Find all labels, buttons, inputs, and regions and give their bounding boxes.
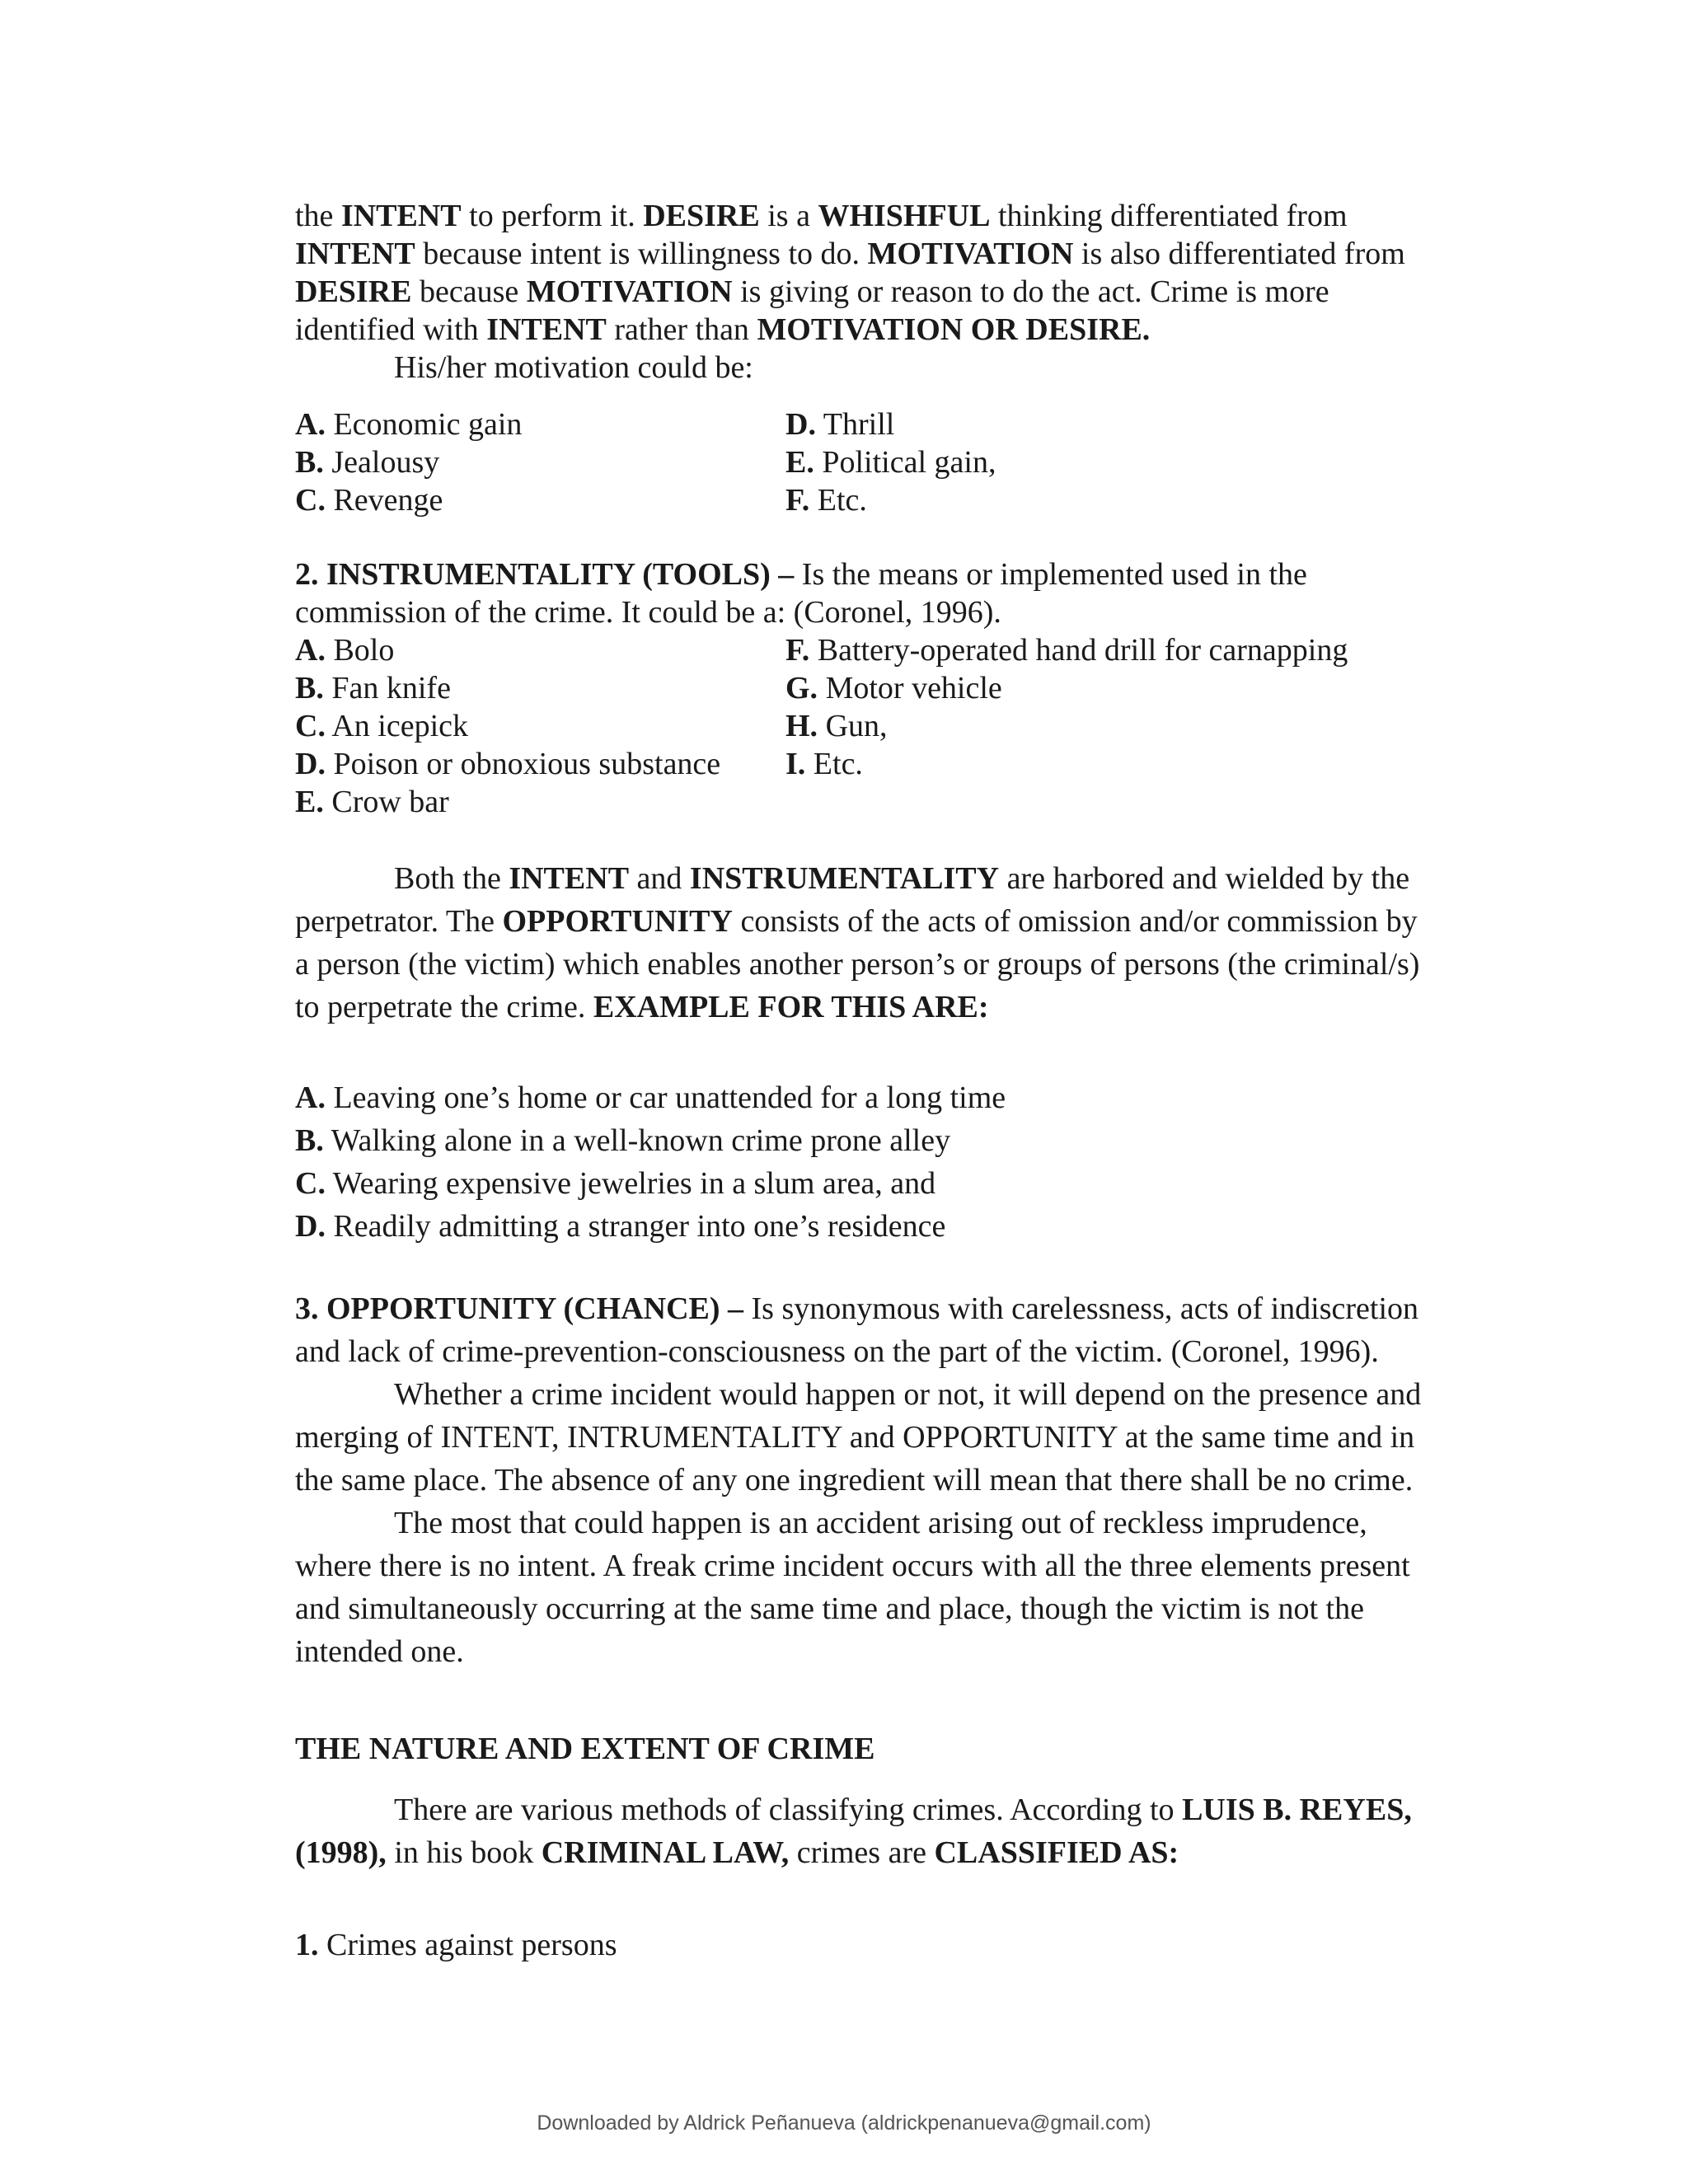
opportunity-section [295,1287,1465,1673]
intro-paragraph [295,197,1465,387]
list-item: I. Etc. [785,747,863,781]
paragraph-line: Both the INTENT and INSTRUMENTALITY are harbored and wielded by the [394,861,1410,896]
list-item: D. Thrill [785,407,895,442]
opportunity-heading-line: 3. OPPORTUNITY (CHANCE) – Is synonymous with carelessness, acts of indiscretion [295,1291,1418,1326]
paragraph-line: and simultaneously occurring at the same time and place, though the victim is not the [295,1591,1364,1626]
paragraph-line: and lack of crime-prevention-consciousness on the part of the victim. (Coronel, 1996). [295,1334,1379,1369]
instrumentality-column-right [785,631,1470,783]
intro-line: the INTENT to perform it. DESIRE is a WHISHFUL thinking differentiated from [295,199,1348,233]
motivation-list [295,405,1465,521]
instrumentality-heading-line: 2. INSTRUMENTALITY (TOOLS) – Is the means or implemented used in the [295,557,1307,592]
section-heading: THE NATURE AND EXTENT OF CRIME [295,1732,875,1766]
list-item: A. Leaving one’s home or car unattended for a long time [295,1080,1006,1115]
list-item: B. Walking alone in a well-known crime prone alley [295,1123,951,1158]
list-item: C. Revenge [295,483,443,518]
list-item: 1. Crimes against persons [295,1928,617,1962]
paragraph-line: There are various methods of classifying crimes. According to LUIS B. REYES, [394,1793,1412,1827]
intro-line: DESIRE because MOTIVATION is giving or reason to do the act. Crime is more [295,274,1329,309]
nature-paragraph [295,1788,1465,1874]
examples-list [295,1076,1465,1248]
list-item: F. Battery-operated hand drill for carnapping [785,633,1348,668]
list-item: C. Wearing expensive jewelries in a slum area, and [295,1166,936,1201]
list-item: H. Gun, [785,709,888,743]
paragraph-line: the same place. The absence of any one ingredient will mean that there shall be no crime. [295,1463,1414,1497]
instrumentality-line: commission of the crime. It could be a: (Coronel, 1996). [295,595,1001,630]
nature-heading-block [295,1727,1465,1770]
paragraph-line: Whether a crime incident would happen or not, it will depend on the presence and [394,1377,1422,1412]
both-paragraph [295,857,1465,1029]
motivation-column-left [295,405,781,519]
motivation-column-right [785,405,1470,519]
list-item: B. Jealousy [295,445,440,480]
list-item: D. Poison or obnoxious substance [295,747,721,781]
list-item: B. Fan knife [295,671,451,705]
instrumentality-section [295,555,1465,631]
download-footer: Downloaded by Aldrick Peñanueva (aldrickpenanueva@gmail.com) [537,2111,1151,2135]
instrumentality-list [295,631,1465,821]
list-item: F. Etc. [785,483,867,518]
list-item: A. Bolo [295,633,395,668]
paragraph-line: a person (the victim) which enables another person’s or groups of persons (the criminal/s) [295,947,1420,982]
motivation-lead: His/her motivation could be: [394,350,753,385]
intro-line: identified with INTENT rather than MOTIVATION OR DESIRE. [295,312,1151,347]
list-item: D. Readily admitting a stranger into one’s residence [295,1209,946,1244]
paragraph-line: where there is no intent. A freak crime incident occurs with all the three elements present [295,1549,1410,1583]
paragraph-line: to perpetrate the crime. EXAMPLE FOR THIS ARE: [295,990,989,1024]
intro-line: INTENT because intent is willingness to do. MOTIVATION is also differentiated from [295,237,1405,271]
list-item: G. Motor vehicle [785,671,1002,705]
paragraph-line: The most that could happen is an accident arising out of reckless imprudence, [394,1506,1367,1540]
paragraph-line: intended one. [295,1634,464,1669]
paragraph-line: merging of INTENT, INTRUMENTALITY and OPPORTUNITY at the same time and in [295,1420,1415,1455]
paragraph-line: (1998), in his book CRIMINAL LAW, crimes are CLASSIFIED AS: [295,1835,1179,1870]
paragraph-line: perpetrator. The OPPORTUNITY consists of the acts of omission and/or commission by [295,904,1418,939]
list-item: E. Political gain, [785,445,996,480]
list-item: A. Economic gain [295,407,523,442]
classification-list [295,1924,1465,1966]
list-item: C. An icepick [295,709,469,743]
instrumentality-column-left [295,631,781,821]
list-item: E. Crow bar [295,785,449,819]
